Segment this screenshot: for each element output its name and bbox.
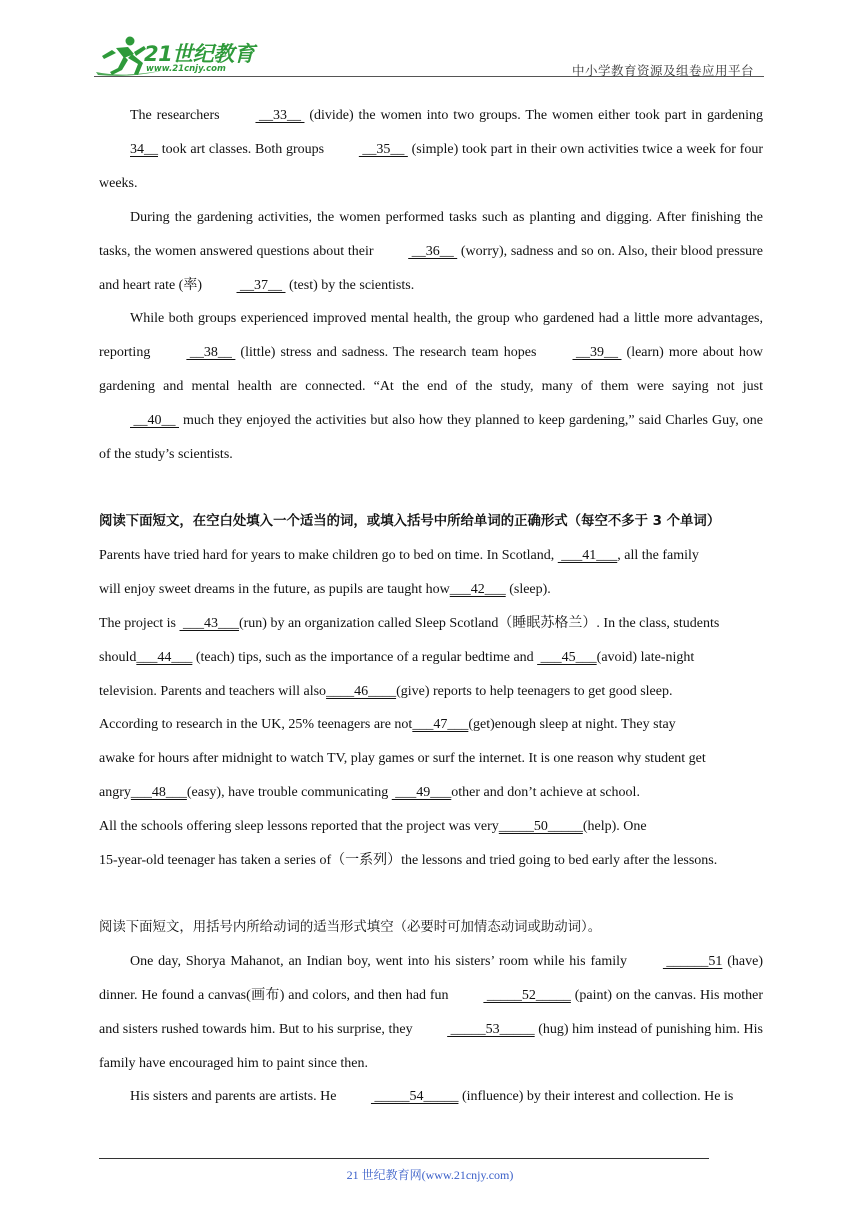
- text: (help). One: [582, 819, 647, 835]
- blank-54: _____54_____: [370, 1089, 459, 1105]
- blank-44: ___44___: [136, 649, 193, 665]
- text: The researchers: [130, 108, 225, 123]
- blank-50: _____50_____: [498, 819, 583, 835]
- text: (learn) more about how gardening and mental health are connected. “At the end of the study, many of them were saying not just: [99, 345, 763, 395]
- text: His sisters and parents are artists. He: [130, 1089, 340, 1105]
- platform-label: 中小学教育资源及组卷应用平台: [571, 63, 754, 78]
- blank-40: __40__: [130, 413, 179, 429]
- blank-37: __37__: [236, 277, 286, 293]
- text: awake for hours after midnight to watch TV, play games or surf the internet. It is one reason why student get: [99, 751, 706, 767]
- passage2-instructions: 阅读下面短文，在空白处填入一个适当的词，或填入括号中所给单词的正确形式（每空不多于 3 个单词）: [99, 513, 721, 529]
- text: angry: [99, 785, 131, 801]
- site-logo[interactable]: [94, 34, 264, 78]
- text: (teach) tips, such as the importance of a regular bedtime and: [192, 649, 538, 665]
- text: (little) stress and sadness. The research team hopes: [235, 345, 542, 361]
- blank-53: _____53_____: [447, 1021, 535, 1037]
- passage2-line: [99, 607, 763, 641]
- blank-43: ___43___: [179, 615, 239, 631]
- passage1-paragraph1: [99, 99, 763, 201]
- text: The project is: [99, 615, 180, 631]
- blank-35: __35__: [358, 141, 408, 157]
- logo-title: 21世纪教育: [144, 42, 255, 66]
- text: (influence) by their interest and collection. He is: [458, 1089, 734, 1105]
- text: will enjoy sweet dreams in the future, as pupils are taught how: [99, 581, 450, 597]
- document-body: [99, 99, 763, 1114]
- text: (run) by an organization called Sleep Scotland（睡眠苏格兰）. In the class, students: [238, 615, 720, 631]
- footer-divider: [99, 1158, 709, 1159]
- text: (easy), have trouble communicating: [186, 785, 392, 801]
- passage2-line: [99, 675, 763, 709]
- text: (get)enough sleep at night. They stay: [468, 717, 676, 733]
- passage2-line: [99, 539, 763, 573]
- blank-33: __33__: [255, 108, 305, 123]
- blank-47: ___47___: [412, 717, 469, 733]
- header-divider: [94, 76, 764, 77]
- passage2-line: [99, 776, 763, 810]
- passage2-line: [99, 810, 763, 844]
- blank-36: __36__: [408, 243, 458, 259]
- text: should: [99, 649, 137, 665]
- blank-52: _____52_____: [483, 987, 571, 1003]
- passage2-line: [99, 708, 763, 742]
- text: While both groups experienced improved mental health, the group who gardened had a little more advantages, reporting: [99, 311, 763, 361]
- passage1-paragraph2: [99, 201, 763, 303]
- blank-51: ______51: [662, 953, 723, 969]
- passage3-paragraph1: [99, 945, 763, 1081]
- section-gap: [99, 878, 763, 911]
- blank-46: ____46____: [326, 683, 397, 699]
- text: (have) dinner. He found a canvas(画布) and colors, and then had fun: [99, 953, 763, 1003]
- text: 15-year-old teenager has taken a series of（一系列）the lessons and tried going to bed early after the lessons.: [99, 853, 718, 869]
- footer-link[interactable]: 21 世纪教育网(www.21cnjy.com): [346, 1168, 514, 1182]
- text: (paint) on the canvas. His mother and sisters rushed towards him. But to his surprise, they: [99, 987, 763, 1037]
- passage2-line: [99, 641, 763, 675]
- text: other and don’t achieve at school.: [451, 785, 640, 801]
- blank-45: ___45___: [537, 649, 597, 665]
- text: All the schools offering sleep lessons reported that the project was very: [99, 819, 499, 835]
- blank-34: 34__: [130, 141, 158, 157]
- passage3-paragraph2: [99, 1080, 763, 1114]
- text: (divide) the women into two groups. The women either took part in gardening: [304, 108, 763, 123]
- blank-41: ___41___: [557, 547, 618, 563]
- text: Parents have tried hard for years to make children go to bed on time. In Scotland,: [99, 547, 558, 563]
- passage2-line: [99, 573, 763, 607]
- text: One day, Shorya Mahanot, an Indian boy, went into his sisters’ room while his family: [130, 953, 632, 969]
- text: (simple) took part in their own activities twice a week for four weeks.: [99, 141, 763, 191]
- passage2-line: [99, 742, 763, 776]
- text: (hug) him instead of punishing him. His family have encouraged him to paint since then.: [99, 1021, 763, 1071]
- text: According to research in the UK, 25% teenagers are not: [99, 717, 413, 733]
- blank-38: __38__: [186, 345, 236, 361]
- passage1-paragraph3: [99, 302, 763, 472]
- section-gap: [99, 472, 763, 505]
- text: (worry), sadness and so on. Also, their blood pressure and heart rate (率): [99, 243, 764, 293]
- blank-42: ___42___: [449, 581, 506, 597]
- text: During the gardening activities, the women performed tasks such as planting and digging. After finishing the tasks, the women answered questions about their: [99, 209, 763, 259]
- passage2-line: [99, 844, 763, 878]
- logo-url: www.21cnjy.com: [146, 64, 226, 74]
- blank-49: ___49___: [391, 785, 452, 801]
- page-header: [0, 0, 860, 84]
- text: took art classes. Both groups: [158, 141, 328, 157]
- text: , all the family: [617, 547, 699, 563]
- text: television. Parents and teachers will also: [99, 683, 327, 699]
- blank-39: __39__: [572, 345, 622, 361]
- text: (avoid) late-night: [596, 649, 695, 665]
- text: (sleep).: [505, 581, 551, 597]
- text: much they enjoyed the activities but also how they planned to keep gardening,” said Charles Guy, one of the study’s scientists.: [99, 413, 763, 463]
- passage3-instructions: 阅读下面短文，用括号内所给动词的适当形式填空（必要时可加情态动词或助动词）。: [99, 919, 602, 935]
- blank-48: ___48___: [130, 785, 187, 801]
- text: (give) reports to help teenagers to get good sleep.: [396, 683, 673, 699]
- text: (test) by the scientists.: [285, 277, 415, 293]
